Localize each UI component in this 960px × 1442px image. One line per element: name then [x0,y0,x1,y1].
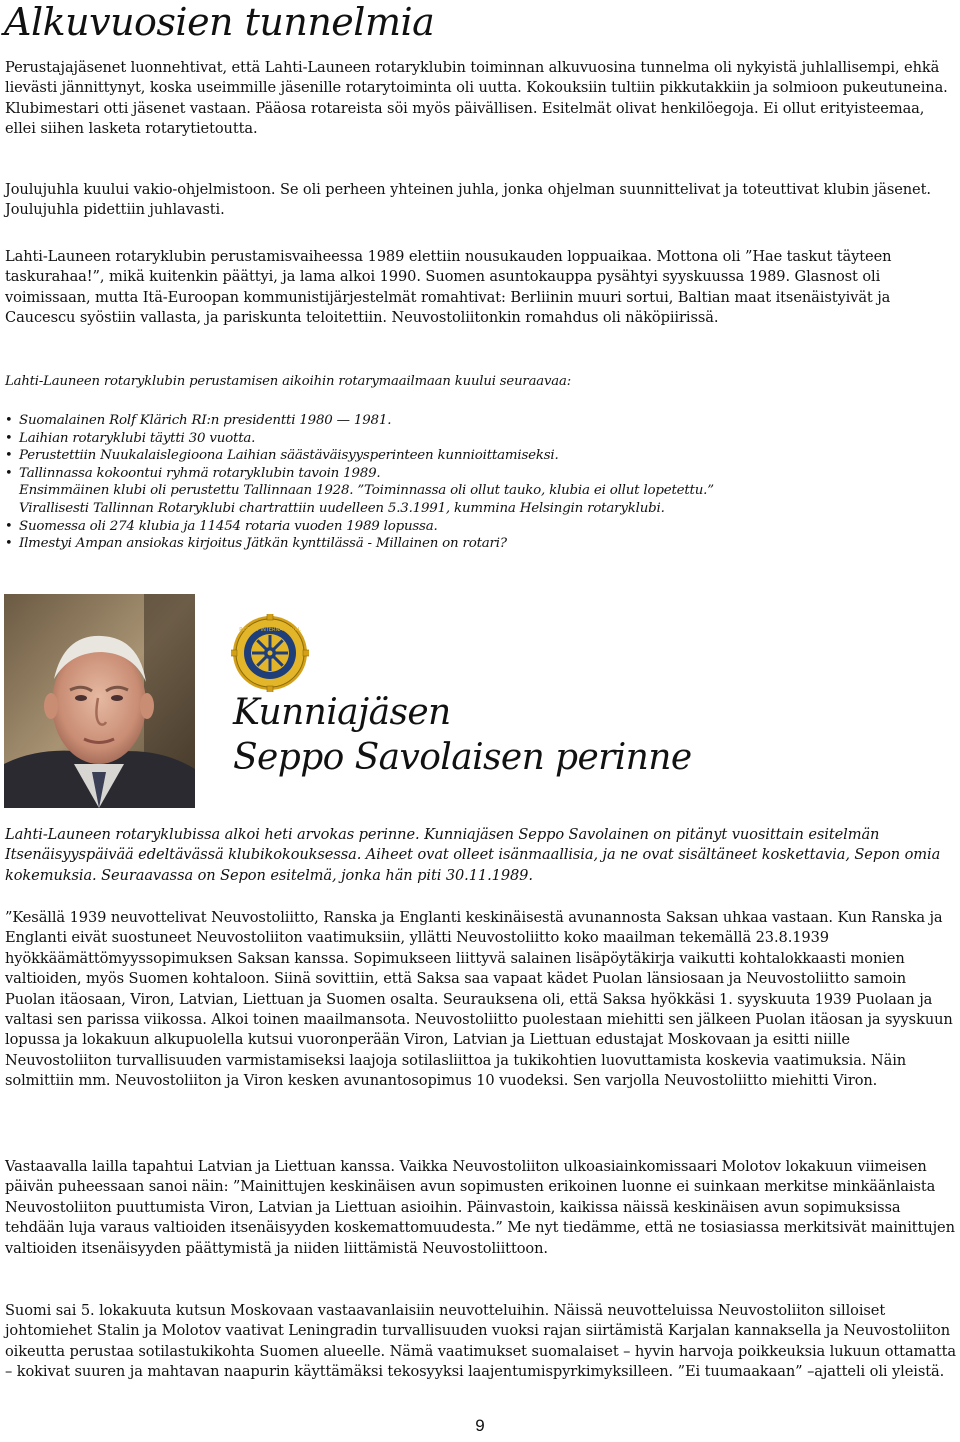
list-item: • Suomalainen Rolf Klärich RI:n presidentti 1980 — 1981. [5,412,957,430]
list-item: • Tallinnassa kokoontui ryhmä rotaryklubin tavoin 1989. [5,465,957,483]
portrait-image [4,594,195,808]
heading-line-2: Seppo Savolaisen perinne [233,737,692,778]
list-item: • Ilmestyi Ampan ansiokas kirjoitus Jätkän kynttilässä - Millainen on rotari? [5,535,957,553]
heading-line-1: Kunniajäsen [233,692,451,733]
list-item: • Suomessa oli 274 klubia ja 11454 rotaria vuoden 1989 lopussa. [5,518,957,536]
list-item: • Laihian rotaryklubi täytti 30 vuotta. [5,430,957,448]
intro-paragraph: Perustajajäsenet luonnehtivat, että Lahti-Launeen rotaryklubin toiminnan alkuvuosina tunnelma oli nykyistä juhlallisempi, ehkä lievästi jännittynyt, koska useimmille jäsenille rotarytoiminta oli uutta. Kokouksiin tultiin pikkutakkiin ja solmioon pukeutuneina. Klubimestari otti jäsenet vastaan. Pääosa rotareista söi myös päivällisen. Esitelmät olivat henkilöegoja. Ei ollut erityisteemaa, ellei siihen lasketa rotarytietoutta. [5,59,948,138]
founding-era-paragraph: Lahti-Launeen rotaryklubin perustamisvaiheessa 1989 elettiin nousukauden loppuaikaa. Mottona oli ”Hae taskut täyteen taskurahaa!”, mikä kuitenkin päättyi, ja lama alkoi 1990. Suomen asuntokauppa pysähtyi syyskuussa 1989. Glasnost oli voimissaan, mutta Itä-Euroopan kommunistijärjestelmät romahtivat: Berliinin muuri sortui, Baltian maat itsenäistyivät ja Caucescu syöstiin vallasta, ja pariskunta teloitettiin. Neuvostoliitonkin romahdus oli näköpiirissä. [5,248,892,327]
page-title: Alkuvuosien tunnelmia [4,0,435,44]
list-item-continuation: Ensimmäinen klubi oli perustettu Tallinnaan 1928. ”Toiminnassa oli ollut tauko, klubia ei ollut lopetettu.” [19,483,714,499]
list-item: • Perustettiin Nuukalaislegioona Laihian säästäväisyysperinteen kunnioittamiseksi. [5,447,957,465]
section-heading [233,690,692,780]
page-number: 9 [475,1416,485,1435]
speech-paragraph-2: Vastaavalla lailla tapahtui Latvian ja Liettuan kanssa. Vaikka Neuvostoliiton ulkoasiainkomissaari Molotov lokakuun viimeisen päivän puheessaan sanoi näin: ”Mainittujen keskinäisen avun sopimusten erikoinen luonne ei suinkaan merkitse minkäänlaista Neuvostoliiton puuttumista Viron, Latvian ja Liettuan asioihin. Päinvastoin, kaikissa näissä keskinäisen avun sopimuksissa tehdään luja varaus valtioiden itsenäisyyden koskemattomuudesta.” Me nyt tiedämme, että ne tosiasiassa merkitsivät mainittujen valtioiden itsenäisyyden päättymistä ja niiden liittämistä Neuvostoliittoon. [5,1158,955,1257]
christmas-paragraph: Joulujuhla kuului vakio-ohjelmistoon. Se oli perheen yhteinen juhla, jonka ohjelman suunnittelivat ja toteuttivat klubin jäsenet. Joulujuhla pidettiin juhlavasti. [5,181,931,219]
portrait-photo [4,594,195,808]
list-item-continuation: Virallisesti Tallinnan Rotaryklubi chartrattiin uudelleen 5.3.1991, kummina Helsingin rotaryklubi. [19,500,665,516]
speech-paragraph-3: Suomi sai 5. lokakuuta kutsun Moskovaan vastaavanlaisiin neuvotteluihin. Näissä neuvotteluissa Neuvostoliiton silloiset johtomiehet Stalin ja Molotov vaativat Leningradin turvallisuuden vuoksi rajan siirtämistä Karjalan kannaksella ja Neuvostoliiton oikeutta perustaa sotilastukikohta Suomen alueelle. Nämä vaatimukset suomalaiset – hyvin harvoja poikkeuksia lukuun ottamatta – kokivat suuren ja mahtavan naapurin käyttämäksi tekosyyksi laajentumispyrkimyksilleen. ”Ei tuumaakaan” –ajatteli oli yleistä. [5,1302,957,1381]
emblem-text: ROTARY INTERNATIONAL [239,627,301,633]
rotary-wheel-icon [231,614,309,692]
rotary-emblem-icon [231,614,309,692]
speech-paragraph-1: ”Kesällä 1939 neuvottelivat Neuvostoliitto, Ranska ja Englanti keskinäisestä avunannosta Saksan uhkaa vastaan. Kun Ranska ja Englanti eivät suostuneet Neuvostoliiton vaatimuksiin, yllätti Neuvostoliitto koko maailman tekemällä 23.8.1939 hyökkäämättömyyssopimuksen Saksan kanssa. Sopimukseen liittyvä salainen lisäpöytäkirja vaikutti kohtalokkaasti monien valtioiden, myös Suomen kohtaloon. Siinä sovittiin, että Saksa saa vapaat kädet Puolan länsiosaan ja Neuvostoliitto samoin Puolan itäosaan, Viron, Latvian, Liettuan ja Suomen osalta. Seurauksena oli, että Saksa hyökkäsi 1. syyskuuta 1939 Puolaan ja valtasi sen parissa viikossa. Alkoi toinen maailmansota. Neuvostoliitto puolestaan miehitti sen jälkeen Puolan itäosan ja syyskuun lopussa ja lokakuun alkupuolella kutsui vuoronperään Viron, Latvian ja Liettuan edustajat Moskovaan ja esitti niille Neuvostoliiton turvallisuuden varmistamiseksi laajoja sotilasliittoa ja tukikohtien luovuttamista koskevia vaatimuksia. Näin solmittiin mm. Neuvostoliiton ja Viron kesken avunantosopimus 10 vuodeksi. Sen varjolla Neuvostoliitto miehitti Viron. [5,909,953,1090]
rotary-world-intro: Lahti-Launeen rotaryklubin perustamisen aikoihin rotarymaailmaan kuului seuraavaa: [5,374,572,389]
tradition-intro-paragraph: Lahti-Launeen rotaryklubissa alkoi heti arvokas perinne. Kunniajäsen Seppo Savolainen on pitänyt vuosittain esitelmän Itsenäisyyspäivää edeltävässä klubikokouksessa. Aiheet ovat olleet isänmaallisia, ja ne ovat sisältäneet koskettavia, Sepon omia kokemuksia. Seuraavassa on Sepon esitelmä, jonka hän piti 30.11.1989. [5,826,941,884]
rotary-events-list [5,412,957,553]
